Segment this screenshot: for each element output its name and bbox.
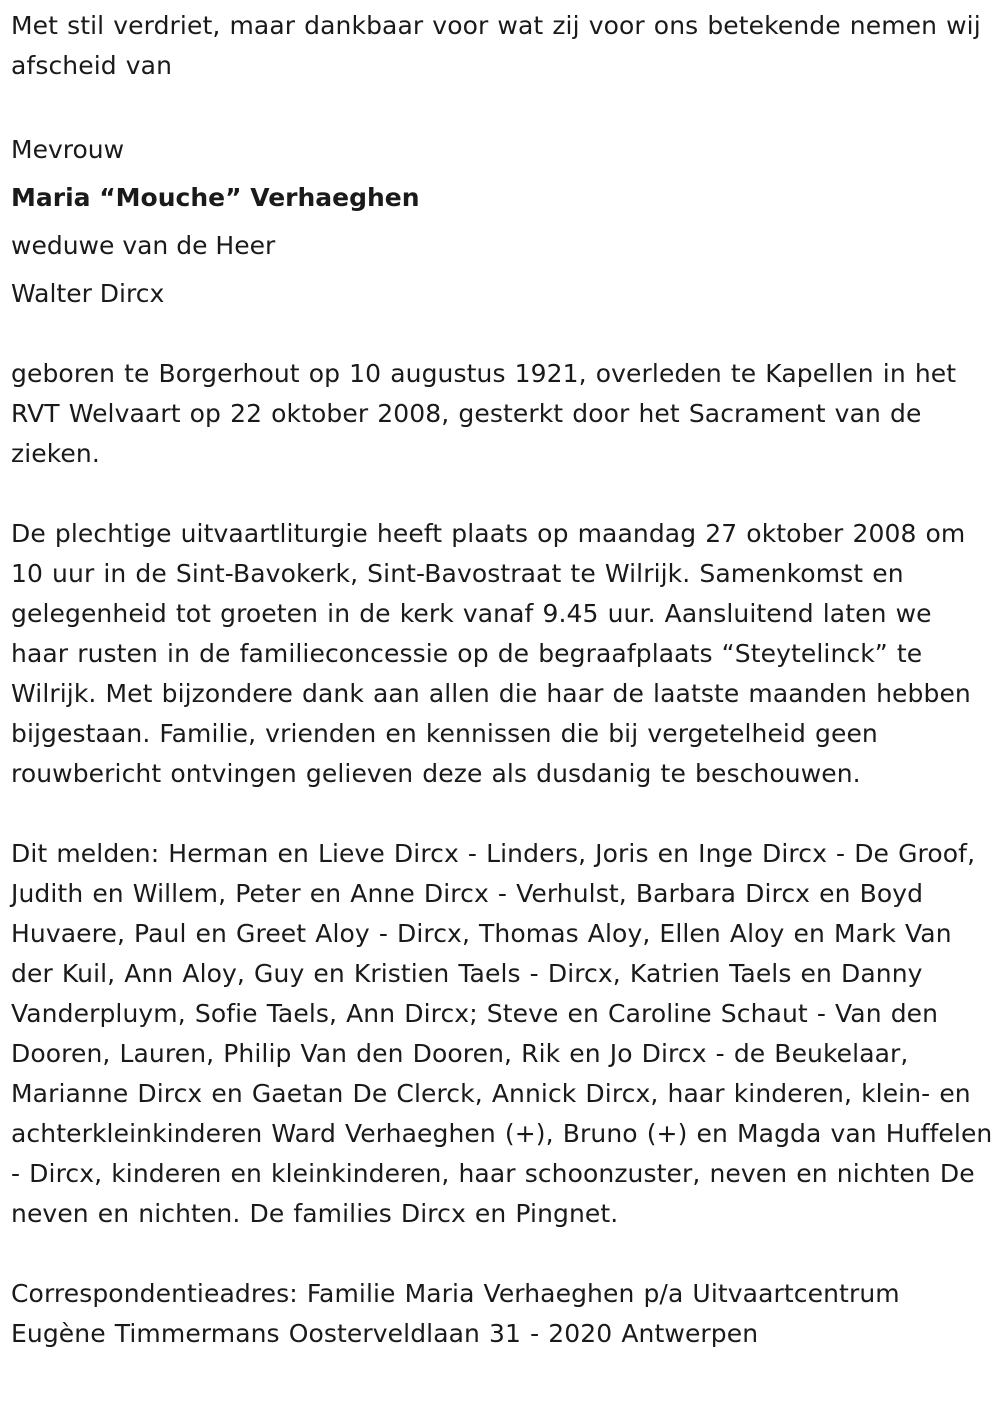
spacer (11, 1234, 995, 1274)
spacer (11, 86, 995, 126)
correspondence-text: Correspondentieadres: Familie Maria Verhaeghen p/a Uitvaartcentrum Eugène Timmermans Oosterveldlaan 31 - 2020 Antwerpen (11, 1279, 900, 1348)
widow-line: weduwe van de Heer (11, 231, 276, 260)
spacer (11, 794, 995, 834)
spacer (11, 318, 995, 354)
deceased-name: Maria “Mouche” Verhaeghen (11, 183, 420, 212)
spacer (11, 474, 995, 514)
spouse-name: Walter Dircx (11, 279, 165, 308)
announcers-text: Dit melden: Herman en Lieve Dircx - Linders, Joris en Inge Dircx - De Groof, Judith en Willem, Peter en Anne Dircx - Verhulst, Barbara Dircx en Boyd Huvaere, Paul en Greet Aloy - Dircx, Thomas Aloy, Ellen Aloy en Mark Van der Kuil, Ann Aloy, Guy en Kristien Taels - Dircx, Katrien Taels en Danny Vanderpluym, Sofie Taels, Ann Dircx; Steve en Caroline Schaut - Van den Dooren, Lauren, Philip Van den Dooren, Rik en Jo Dircx - de Beukelaar, Marianne Dircx en Gaetan De Clerck, Annick Dircx, haar kinderen, klein- en achterkleinkinderen Ward Verhaeghen (+), Bruno (+) en Magda van Huffelen - Dircx, kinderen en kleinkinderen, haar schoonzuster, neven en nichten De neven en nichten. De families Dircx en Pingnet. (11, 839, 993, 1228)
obituary-notice (11, 6, 995, 1354)
funeral-text: De plechtige uitvaartliturgie heeft plaats op maandag 27 oktober 2008 om 10 uur in de Sint-Bavokerk, Sint-Bavostraat te Wilrijk. Samenkomst en gelegenheid tot groeten in de kerk vanaf 9.45 uur. Aansluitend laten we haar rusten in de familieconcessie op de begraafplaats “Steytelinck” te Wilrijk. Met bijzondere dank aan allen die haar de laatste maanden hebben bijgestaan. Familie, vrienden en kennissen die bij vergetelheid geen rouwbericht ontvingen gelieven deze als dusdanig te beschouwen. (11, 519, 971, 788)
intro-text: Met stil verdriet, maar dankbaar voor wat zij voor ons betekende nemen wij afscheid van (11, 11, 981, 80)
title-line: Mevrouw (11, 135, 125, 164)
birth-death-text: geboren te Borgerhout op 10 augustus 1921, overleden te Kapellen in het RVT Welvaart op 22 oktober 2008, gesterkt door het Sacrament van de zieken. (11, 359, 957, 468)
